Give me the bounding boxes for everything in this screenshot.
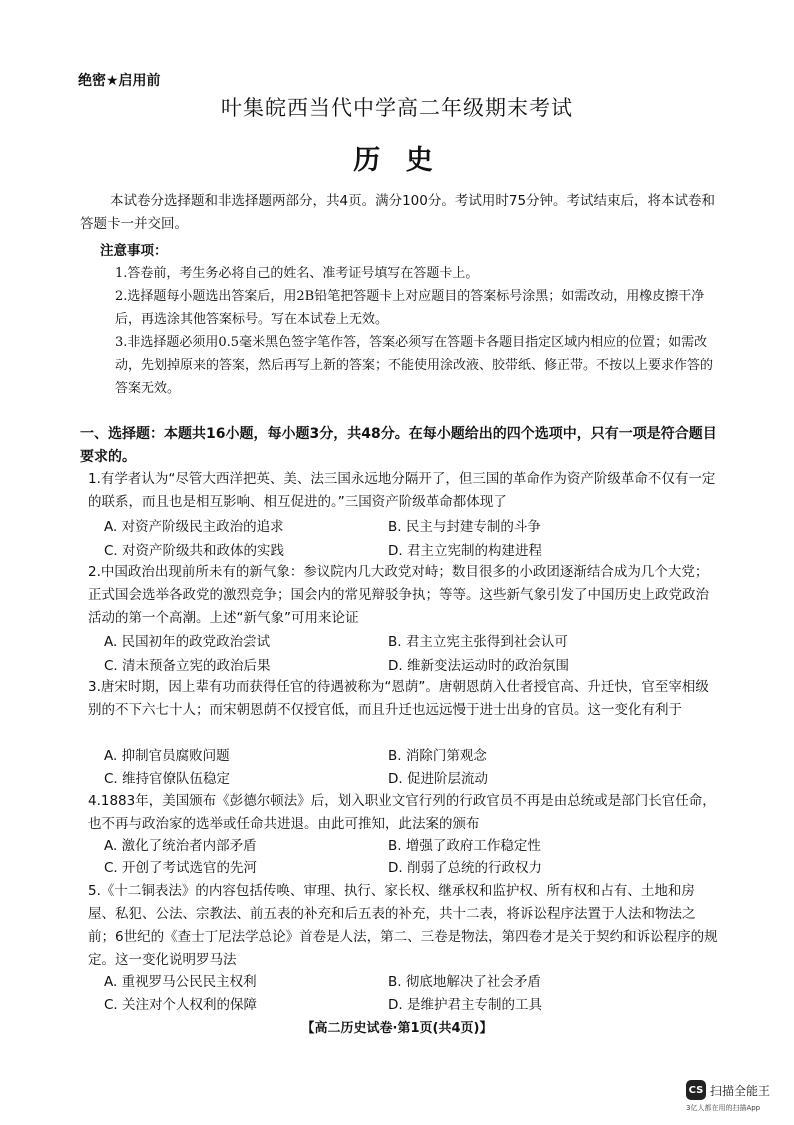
option-b: B. 君主立宪主张得到社会认可 bbox=[388, 634, 568, 650]
watermark-name: 扫描全能王 bbox=[710, 1083, 771, 1098]
notes-heading: 注意事项： bbox=[100, 243, 168, 259]
section-heading: 一、选择题：本题共16小题，每小题3分，共48分。在每小题给出的四个选项中，只有一项是符合题目要求的。 bbox=[80, 426, 717, 465]
question-stem: 1.有学者认为“尽管大西洋把英、美、法三国永远地分隔开了，但三国的革命作为资产阶级革命不仅有一定的联系，而且也是相互影响、相互促进的。”三国资产阶级革命都体现了 bbox=[88, 471, 716, 510]
exam-intro: 本试卷分选择题和非选择题两部分，共4页。满分100分。考试用时75分钟。考试结束后，将本试卷和答题卡一并交回。 bbox=[80, 193, 716, 232]
watermark-tagline: 3亿人都在用的扫描App bbox=[686, 1104, 761, 1112]
option-a: A. 对资产阶级民主政治的追求 bbox=[104, 519, 284, 535]
question-stem: 5.《十二铜表法》的内容包括传唤、审理、执行、家长权、继承权和监护权、所有权和占有、土地和房屋、私犯、公法、宗教法、前五表的补充和后五表的补充，共十二表，将诉讼程序法置于人法和物法之前；6世纪的《查士丁尼法学总论》首卷是人法，第二、三卷是物法，第四卷才是关于契约和诉讼程序的规定。这一变化说明罗马法 bbox=[88, 883, 718, 968]
confidential-label: 绝密★启用前 bbox=[78, 73, 161, 89]
option-d: D. 君主立宪制的构建进程 bbox=[388, 543, 542, 559]
option-d: D. 维新变法运动时的政治氛围 bbox=[388, 658, 569, 674]
option-b: B. 消除门第观念 bbox=[388, 748, 487, 764]
option-d: D. 是维护君主专制的工具 bbox=[388, 997, 542, 1013]
note-item: 3.非选择题必须用0.5毫米黑色签字笔作答，答案必须写在答题卡各题目指定区域内相应的位置；如需改动，先划掉原来的答案，然后再写上新的答案；不能使用涂改液、胶带纸、修正带。不按以上要求作答的答案无效。 bbox=[115, 335, 714, 396]
note-item: 1.答卷前，考生务必将自己的姓名、准考证号填写在答题卡上。 bbox=[115, 266, 479, 281]
subject-title: 历 史 bbox=[353, 145, 441, 176]
question-stem: 2.中国政治出现前所未有的新气象：参议院内几大政党对峙；数目很多的小政团逐渐结合成为几个大党；正式国会选举各政党的激烈竞争；国会内的常见辩驳争执；等等。这些新气象引发了中国历史上政党政治活动的第一个高潮。上述“新气象”可用来论证 bbox=[88, 564, 709, 626]
option-d: D. 促进阶层流动 bbox=[388, 771, 488, 787]
option-c: C. 关注对个人权利的保障 bbox=[104, 997, 258, 1013]
option-a: A. 抑制官员腐败问题 bbox=[104, 748, 230, 764]
option-c: C. 对资产阶级共和政体的实践 bbox=[104, 543, 285, 559]
option-d: D. 削弱了总统的行政权力 bbox=[388, 860, 542, 876]
scanner-watermark bbox=[686, 1080, 770, 1100]
option-c: C. 清末预备立宪的政治后果 bbox=[104, 658, 271, 674]
option-a: A. 激化了统治者内部矛盾 bbox=[104, 838, 257, 854]
option-c: C. 开创了考试选官的先河 bbox=[104, 860, 258, 876]
option-c: C. 维持官僚队伍稳定 bbox=[104, 771, 231, 787]
question-stem: 3.唐宋时期，因上辈有功而获得任官的待遇被称为“恩荫”。唐朝恩荫入仕者授官高、升迁快，官至宰相级别的不下六七十人；而宋朝恩荫不仅授官低，而且升迁也远远慢于进士出身的官员。这一变化有利于 bbox=[88, 679, 709, 718]
option-b: B. 彻底地解决了社会矛盾 bbox=[388, 974, 541, 990]
question-stem: 4.1883年，美国颁布《彭德尔顿法》后，划入职业文官行列的行政官员不再是由总统或是部门长官任命，也不再与政治家的选举或任命共进退。由此可推知，此法案的颁布 bbox=[88, 793, 716, 832]
camscanner-logo-icon: CS bbox=[686, 1080, 706, 1100]
option-a: A. 民国初年的政党政治尝试 bbox=[104, 634, 271, 650]
exam-title: 叶集皖西当代中学高二年级期末考试 bbox=[221, 96, 573, 120]
page-footer: 【高二历史试卷·第1页(共4页)】 bbox=[301, 1021, 493, 1036]
option-a: A. 重视罗马公民民主权利 bbox=[104, 974, 257, 990]
option-b: B. 增强了政府工作稳定性 bbox=[388, 838, 541, 854]
option-b: B. 民主与封建专制的斗争 bbox=[388, 519, 541, 535]
note-item: 2.选择题每小题选出答案后，用2B铅笔把答题卡上对应题目的答案标号涂黑；如需改动，用橡皮擦干净后，再选涂其他答案标号。写在本试卷上无效。 bbox=[115, 289, 705, 327]
